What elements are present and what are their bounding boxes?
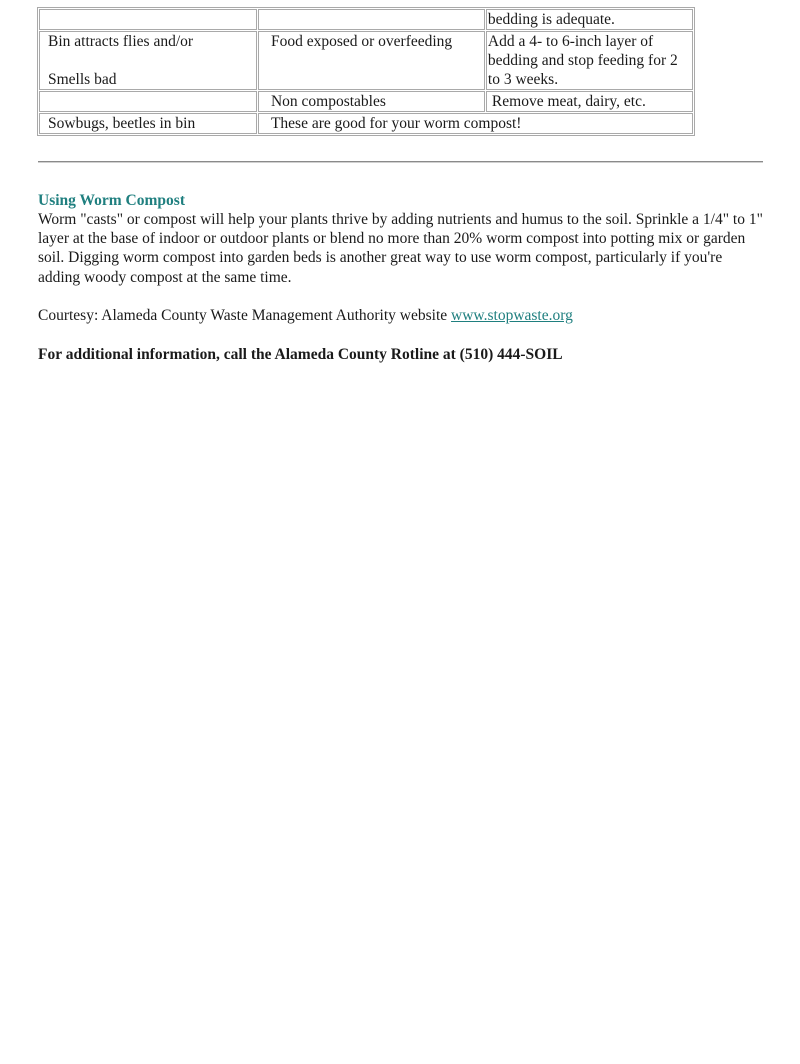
troubleshooting-table bbox=[37, 7, 695, 136]
table-cell-problem bbox=[39, 31, 257, 90]
table-cell-cause: Non compostables bbox=[258, 91, 485, 112]
table-row bbox=[39, 31, 693, 90]
stopwaste-link[interactable]: www.stopwaste.org bbox=[451, 307, 573, 324]
additional-info: For additional information, call the Alameda County Rotline at (510) 444-SOIL bbox=[38, 346, 563, 363]
table-cell-solution: Add a 4- to 6-inch layer of bedding and stop feeding for 2 to 3 weeks. bbox=[486, 31, 693, 90]
section-heading: Using Worm Compost bbox=[38, 192, 185, 209]
table-cell-cause bbox=[258, 9, 485, 30]
table-cell-solution: bedding is adequate. bbox=[486, 9, 693, 30]
horizontal-divider bbox=[38, 161, 763, 163]
table-cell-problem bbox=[39, 9, 257, 30]
spacer bbox=[48, 51, 256, 70]
table-row bbox=[39, 91, 693, 112]
table-cell-cause: Food exposed or overfeeding bbox=[258, 31, 485, 90]
problem-line-1: Bin attracts flies and/or bbox=[48, 33, 194, 50]
table-cell-solution: Remove meat, dairy, etc. bbox=[486, 91, 693, 112]
problem-line-2: Smells bad bbox=[48, 71, 117, 88]
table-cell-problem: Sowbugs, beetles in bin bbox=[39, 113, 257, 134]
courtesy-line bbox=[38, 306, 573, 325]
section-body: Worm "casts" or compost will help your plants thrive by adding nutrients and humus to the soil. Sprinkle a 1/4" to 1" layer at the base of indoor or outdoor plants or blend no more than 20% worm compost into potting mix or garden soil. Digging worm compost into garden beds is another great way to use worm compost, particularly if you're adding woody compost at the same time. bbox=[38, 211, 763, 286]
table-cell-cause: These are good for your worm compost! bbox=[258, 113, 693, 134]
table-cell-problem bbox=[39, 91, 257, 112]
table-row bbox=[39, 113, 693, 134]
courtesy-text: Courtesy: Alameda County Waste Management Authority website bbox=[38, 307, 452, 324]
table-row bbox=[39, 9, 693, 30]
